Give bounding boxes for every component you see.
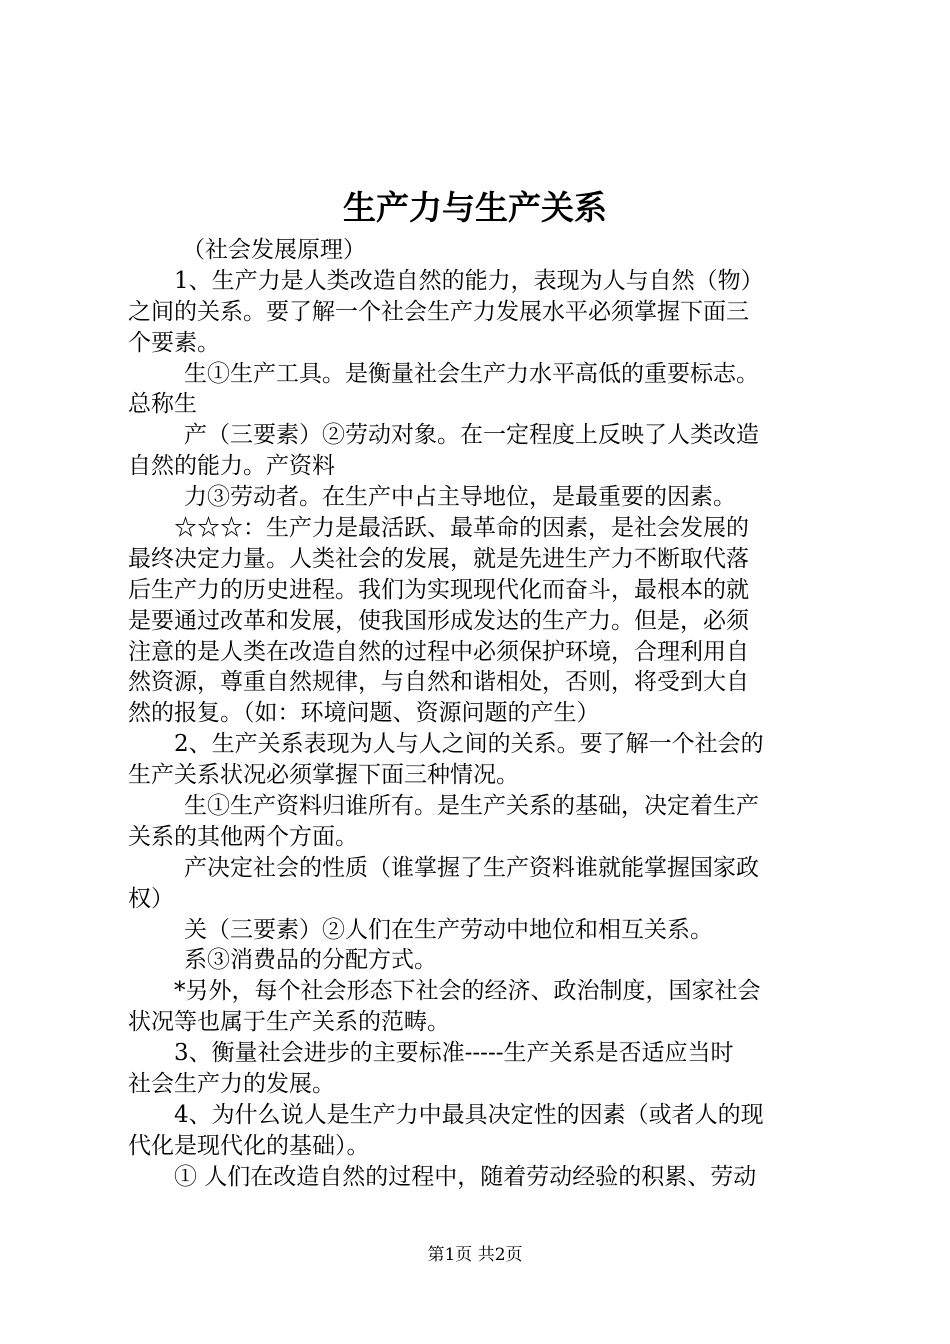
text-line: 自然的能力。产资料: [128, 453, 335, 480]
text-line: 最终决定力量。人类社会的发展，就是先进生产力不断取代落: [128, 545, 749, 572]
text-line: 生①生产工具。是衡量社会生产力水平高低的重要标志。: [184, 360, 759, 387]
text-line: 状况等也属于生产关系的范畴。: [128, 1009, 450, 1036]
text-line: 4、为什么说人是生产力中最具决定性的因素（或者人的现: [174, 1101, 764, 1128]
text-line: 3、衡量社会进步的主要标准-----生产关系是否适应当时: [174, 1040, 734, 1067]
page-title: 生产力与生产关系: [343, 188, 607, 227]
text-line: 关系的其他两个方面。: [128, 823, 358, 850]
text-line: 总称生: [128, 391, 197, 418]
text-line: 后生产力的历史进程。我们为实现现代化而奋斗，最根本的就: [128, 576, 749, 603]
text-line: 代化是现代化的基础）。: [128, 1132, 370, 1159]
text-line: （社会发展原理）: [182, 237, 366, 263]
text-line: *另外，每个社会形态下社会的经济、政治制度，国家社会: [174, 978, 761, 1005]
text-line: 然资源，尊重自然规律，与自然和谐相处，否则，将受到大自: [128, 669, 749, 696]
text-line: 个要素。: [128, 329, 220, 356]
text-line: 2、生产关系表现为人与人之间的关系。要了解一个社会的: [174, 731, 764, 758]
text-line: 权）: [128, 885, 174, 912]
text-line: ☆☆☆：生产力是最活跃、最革命的因素，是社会发展的: [174, 515, 749, 542]
text-line: 之间的关系。要了解一个社会生产力发展水平必须掌握下面三: [128, 298, 749, 325]
text-line: 注意的是人类在改造自然的过程中必须保护环境，合理利用自: [128, 638, 749, 665]
text-line: 力③劳动者。在生产中占主导地位，是最重要的因素。: [184, 484, 736, 511]
text-line: 社会生产力的发展。: [128, 1071, 335, 1098]
text-line: 系③消费品的分配方式。: [184, 947, 437, 974]
text-line: 生①生产资料归谁所有。是生产关系的基础，决定着生产: [184, 793, 759, 820]
page-number-footer: 第1页 共2页: [427, 1245, 523, 1265]
text-line: ① 人们在改造自然的过程中，随着劳动经验的积累、劳动: [174, 1163, 757, 1190]
text-line: 产（三要素）②劳动对象。在一定程度上反映了人类改造: [184, 422, 759, 449]
text-line: 是要通过改革和发展，使我国形成发达的生产力。但是，必须: [128, 607, 749, 634]
text-line: 生产关系状况必须掌握下面三种情况。: [128, 762, 519, 789]
text-line: 关（三要素）②人们在生产劳动中地位和相互关系。: [184, 916, 713, 943]
text-line: 产决定社会的性质（谁掌握了生产资料谁就能掌握国家政: [184, 854, 759, 881]
text-line: 1、生产力是人类改造自然的能力，表现为人与自然（物）: [174, 267, 764, 294]
text-line: 然的报复。（如：环境问题、资源问题的产生）: [128, 700, 600, 727]
document-body: [128, 235, 828, 1193]
